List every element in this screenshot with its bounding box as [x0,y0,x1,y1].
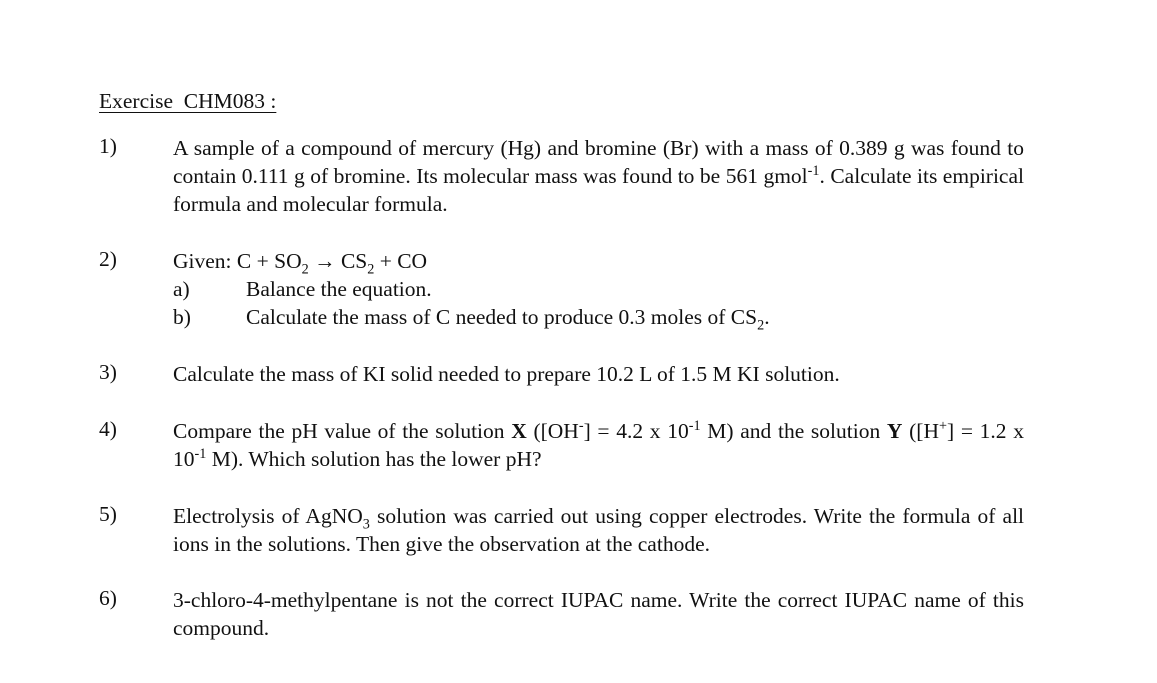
exercise-title: Exercise CHM083 : [99,89,277,113]
question-number: 2) [99,247,117,271]
question-number: 4) [99,417,117,441]
question-2 [99,247,1024,334]
question-4 [99,417,1024,473]
question-6 [99,586,1024,642]
question-text: Calculate the mass of KI solid needed to prepare 10.2 L of 1.5 M KI solution. [173,362,840,386]
question-1 [99,134,1024,218]
question-text: Compare the pH value of the solution X ([OH-] = 4.2 x $10^{-1}$ M) and the solution Y ([H+] = 1.2 x $10^{-1}$ M). Which solution has the lower pH? [173,417,1025,471]
sub-question-b: b) Calculate the mass of C needed to produce 0.3 moles of $CS_2$. [173,305,770,334]
sub-question-a: a) Balance the equation. [173,277,432,301]
given-equation: Given: $C + SO_2 \to CS_2$ + CO [173,249,428,278]
question-text: 3-chloro-4-methylpentane is not the correct IUPAC name. Write the correct IUPAC name of this compound. [173,588,1024,640]
question-number: 6) [99,586,117,610]
question-3 [99,360,1024,388]
question-5 [99,502,1024,558]
question-number: 3) [99,360,117,384]
question-text: A sample of a compound of mercury (Hg) and bromine (Br) with a mass of 0.389 g was found to contain 0.111 g of bromine. Its molecular mass was found to be 561 gmol$^{-1}$. Calculate its empirical formula and molecular formula. [173,136,1024,216]
question-text [173,247,1024,334]
question-text: Electrolysis of AgNO$_3$ solution was carried out using copper electrodes. Write the formula of all ions in the solutions. Then give the observation at the cathode. [173,504,1025,556]
question-number: 1) [99,134,117,158]
question-number: 5) [99,502,117,526]
